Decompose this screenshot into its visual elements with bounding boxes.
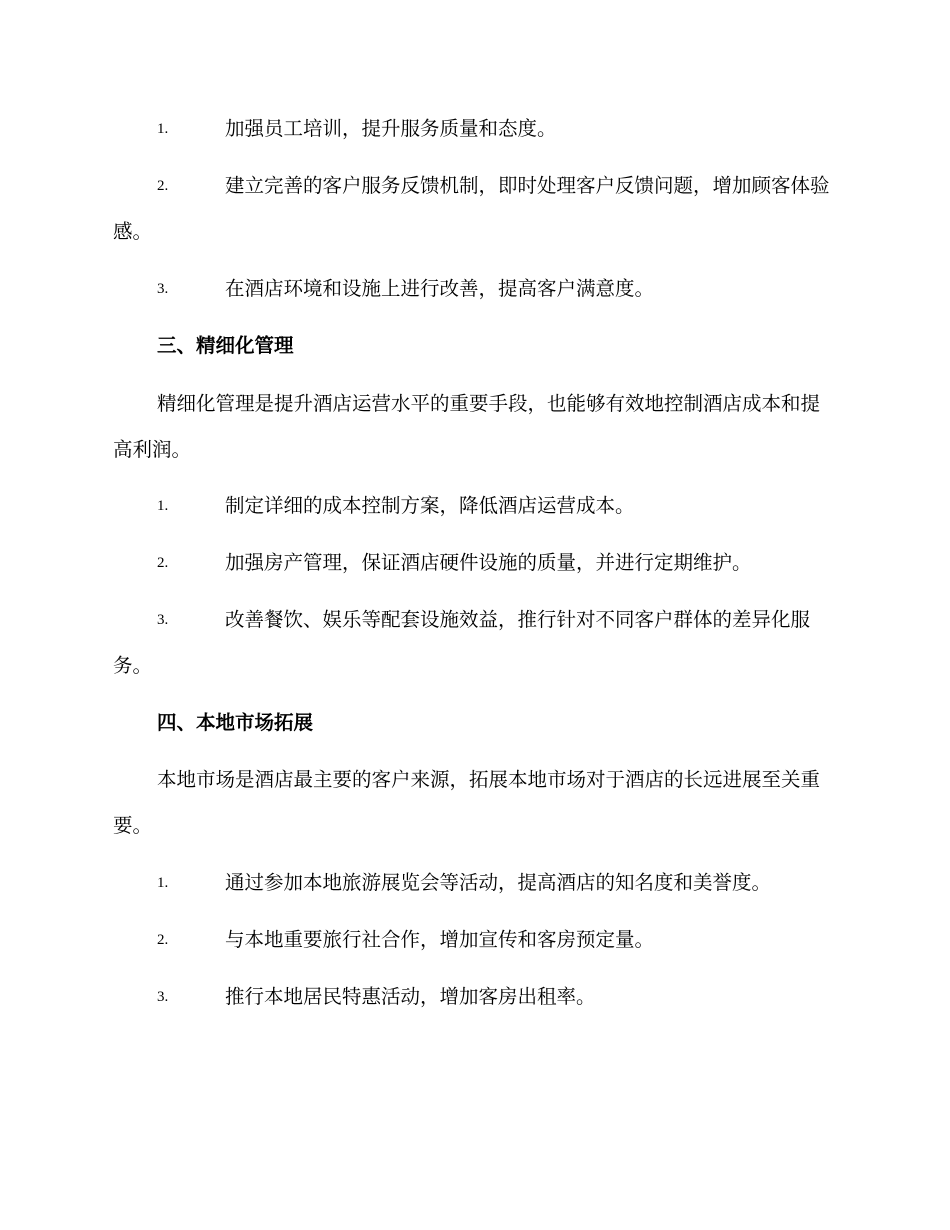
- list-text: 加强员工培训，提升服务质量和态度。: [225, 117, 557, 140]
- list-item: [113, 106, 838, 152]
- list-number: 2.: [157, 555, 169, 571]
- list-number: 1.: [157, 121, 169, 137]
- list-text: 建立完善的客户服务反馈机制，即时处理客户反馈问题，增加顾客体验感。: [113, 174, 830, 243]
- list-number: 2.: [157, 932, 169, 948]
- list-text: 与本地重要旅行社合作，增加宣传和客房预定量。: [225, 928, 655, 951]
- list-item: [113, 860, 838, 906]
- list-text: 加强房产管理，保证酒店硬件设施的质量，并进行定期维护。: [225, 551, 752, 574]
- section-heading: 三、精细化管理: [157, 334, 294, 357]
- list-item: [113, 974, 838, 1020]
- list-text: 制定详细的成本控制方案，降低酒店运营成本。: [225, 494, 635, 517]
- list-text: 通过参加本地旅游展览会等活动，提高酒店的知名度和美誉度。: [225, 871, 772, 894]
- list-text: 改善餐饮、娱乐等配套设施效益，推行针对不同客户群体的差异化服务。: [113, 608, 811, 677]
- list-number: 1.: [157, 498, 169, 514]
- list-item: [113, 483, 838, 529]
- section-intro: 精细化管理是提升酒店运营水平的重要手段，也能够有效地控制酒店成本和提高利润。: [113, 392, 821, 461]
- list-item: [113, 163, 838, 255]
- list-number: 2.: [157, 178, 169, 194]
- list-number: 3.: [157, 612, 169, 628]
- section-heading: 四、本地市场拓展: [157, 711, 314, 734]
- list-text: 推行本地居民特惠活动，增加客房出租率。: [225, 985, 596, 1008]
- list-item: [113, 917, 838, 963]
- list-number: 1.: [157, 875, 169, 891]
- list-number: 3.: [157, 281, 169, 297]
- list-item: [113, 266, 838, 312]
- list-text: 在酒店环境和设施上进行改善，提高客户满意度。: [225, 277, 655, 300]
- list-number: 3.: [157, 989, 169, 1005]
- list-item: [113, 540, 838, 586]
- section-intro: 本地市场是酒店最主要的客户来源，拓展本地市场对于酒店的长远进展至关重要。: [113, 768, 821, 837]
- list-item: [113, 597, 838, 689]
